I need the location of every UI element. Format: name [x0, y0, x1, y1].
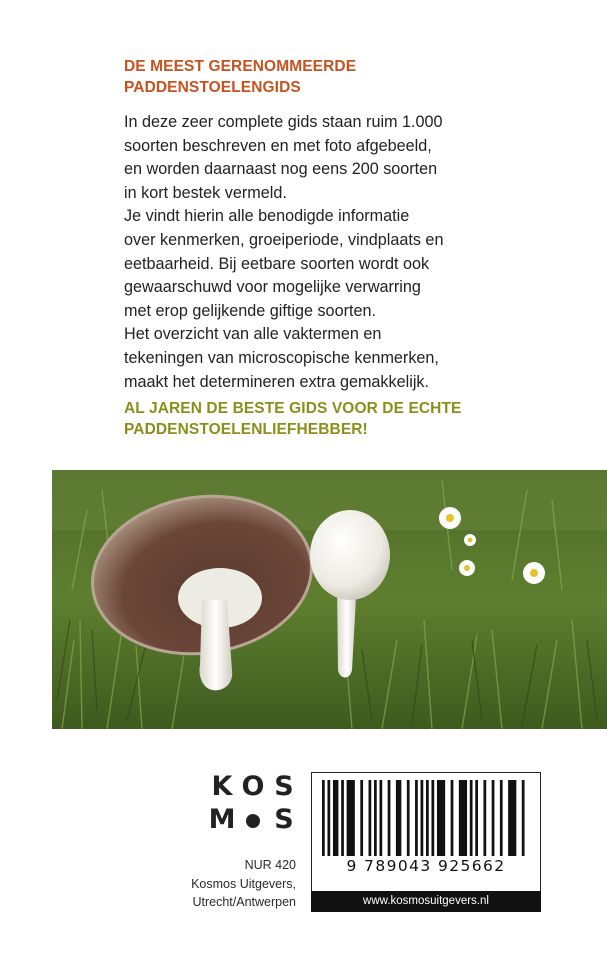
description-line: Je vindt hierin alle benodigde informatie — [124, 207, 410, 226]
description-line: soorten beschreven en met foto afgebeeld, — [124, 136, 432, 155]
description-line: in kort bestek vermeld. — [124, 183, 287, 202]
publisher-name: Kosmos Uitgevers, — [191, 876, 296, 891]
headline-top-line: DE MEEST GERENOMMEERDE — [124, 58, 357, 75]
kosmos-logo — [208, 770, 298, 836]
logo-letter: K — [211, 771, 233, 802]
publisher-url: www.kosmosuitgevers.nl — [311, 891, 541, 912]
description-text — [124, 111, 594, 394]
mushroom-illustration — [52, 470, 607, 729]
barcode-box — [311, 772, 541, 912]
logo-letter: S — [274, 804, 294, 835]
mushroom-photo — [52, 470, 607, 729]
description-line: over kenmerken, groeiperiode, vindplaats en — [124, 230, 444, 249]
logo-dot-icon — [239, 803, 267, 836]
logo-letter: M — [208, 804, 236, 835]
imprint — [150, 856, 296, 912]
description-line: Het overzicht van alle vaktermen en — [124, 325, 382, 344]
logo-letter: O — [241, 771, 265, 802]
headline-bottom-line: PADDENSTOELENLIEFHEBBER! — [124, 421, 368, 438]
logo-letter: S — [274, 771, 294, 802]
description-line: en worden daarnaast nog eens 200 soorten — [124, 160, 438, 179]
logo-row-top — [208, 770, 298, 803]
description-line: In deze zeer complete gids staan ruim 1.000 — [124, 113, 443, 131]
description-line: gewaarschuwd voor mogelijke verwarring — [124, 278, 421, 297]
description-line: tekeningen van microscopische kenmerken, — [124, 348, 439, 367]
headline-top-line: PADDENSTOELENGIDS — [124, 79, 301, 96]
description-line: eetbaarheid. Bij eetbare soorten wordt ook — [124, 254, 430, 273]
headline-top — [124, 56, 594, 98]
headline-bottom-line: AL JAREN DE BESTE GIDS VOOR DE ECHTE — [124, 400, 462, 417]
logo-row-bottom — [208, 803, 298, 836]
description-line: maakt het determineren extra gemakkelijk. — [124, 372, 430, 391]
publisher-location: Utrecht/Antwerpen — [192, 895, 296, 909]
barcode-icon — [322, 780, 530, 856]
description-line: met erop gelijkende giftige soorten. — [124, 301, 376, 320]
isbn-digits: 9 789043 925662 — [346, 857, 506, 875]
nur-code: NUR 420 — [244, 858, 296, 872]
headline-bottom — [124, 398, 594, 440]
